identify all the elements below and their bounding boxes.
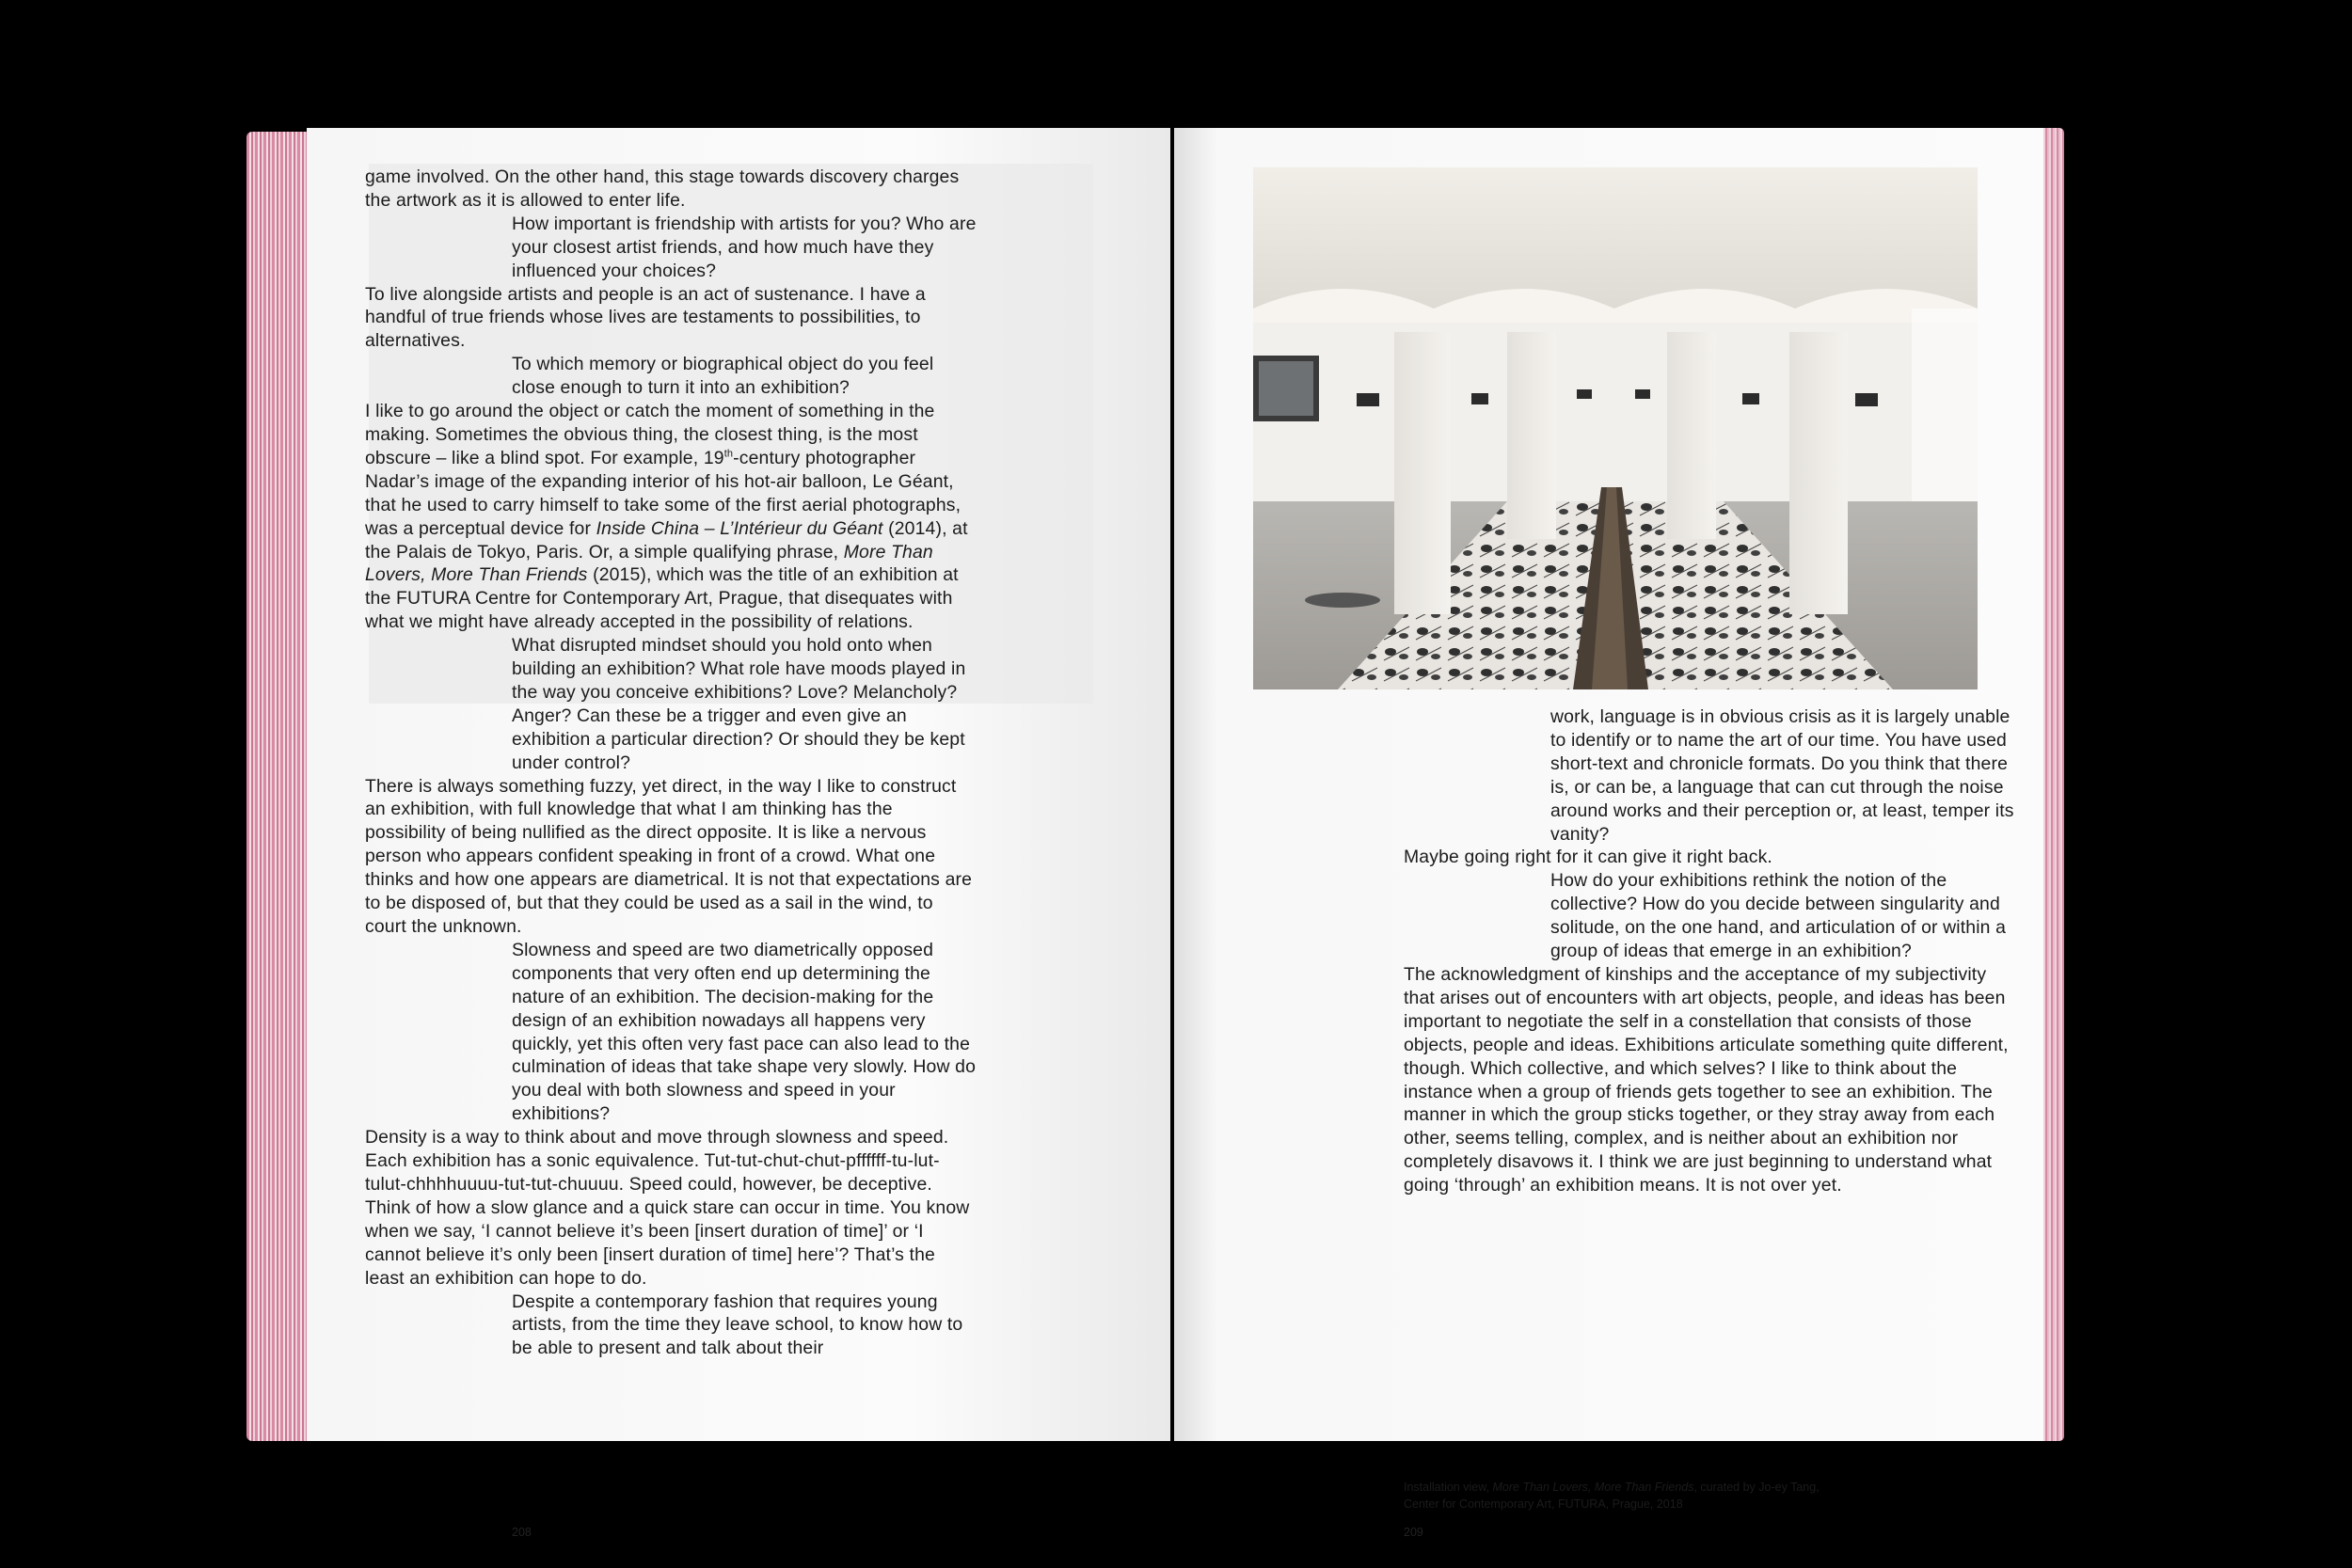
interview-answer: I like to go around the object or catch the moment of something in the making. Sometimes the obvious thing, the closest thing, is the most obscure – like a blind spot. For example, 19th-century photographer Nadar’s image of the expanding interior of his hot-air balloon, Le Géant, that he used to carry himself to take some of the first aerial photographs, was a perceptual device for Inside China – L’Intérieur du Géant (2014), at the Palais de Tokyo, Paris. Or, a simple qualifying phrase, More Than Lovers, More Than Friends (2015), which was the title of an exhibition at the FUTURA Centre for Contemporary Art, Prague, that disequates with what we might have already accepted in the possibility of relations. xyxy=(365,401,968,633)
interview-question: Despite a contemporary fashion that requires young artists, from the time they leave school, to know how to be able to present and talk about their xyxy=(512,1291,963,1359)
left-page-text xyxy=(365,166,977,1360)
interview-question: How do your exhibitions rethink the notion of the collective? How do you decide between singularity and solitude, on the one hand, and articulation of or within a group of ideas that emerge in an exhibition? xyxy=(1550,870,2007,962)
photo-caption xyxy=(1404,1479,1893,1513)
interview-question: To which memory or biographical object do you feel close enough to turn it into an exhibition? xyxy=(512,354,934,399)
interview-answer: Density is a way to think about and move through slowness and speed. Each exhibition has a sonic equivalence. Tut-tut-chut-chut-pffffff-tu-lut-tulut-chhhhuuuu-tut-tut-chuuuu. Speed could, however, be deceptive. Think of how a slow glance and a quick stare can occur in time. You know when we say, ‘I cannot believe it’s been [insert duration of time]’ or ‘I cannot believe it’s only been [insert duration of time] here’? That’s the least an exhibition can hope to do. xyxy=(365,1127,970,1289)
caption-suffix: , curated by Jo-ey Tang, xyxy=(1693,1481,1820,1494)
page-number-left: 208 xyxy=(512,1526,532,1539)
interview-question: work, language is in obvious crisis as it is largely unable to identify or to name the art of our time. You have used short-text and chronicle formats. Do you think that there is, or can be, a language that can cut through the noise around works and their perception or, at least, temper its vanity? xyxy=(1550,706,2014,845)
caption-title: More Than Lovers, More Than Friends xyxy=(1492,1481,1694,1494)
installation-photo xyxy=(1253,167,1978,689)
caption-prefix: Installation view, xyxy=(1404,1481,1493,1494)
interview-question: What disrupted mindset should you hold onto when building an exhibition? What role have moods played in the way you conceive exhibitions? Love? Melancholy? Anger? Can these be a trigger and even give an exhibition a particular direction? Or should they be kept under control? xyxy=(512,635,966,773)
interview-answer: The acknowledgment of kinships and the acceptance of my subjectivity that arises out of encounters with art objects, people, and ideas has been important to negotiate the self in a constellation that consists of those objects, people and ideas. Exhibitions articulate something quite different, though. Which collective, and which selves? I like to think about the instance when a group of friends gets together to see an exhibition. The manner in which the group sticks together, or they stray away from each other, seems telling, complex, and is neither about an exhibition nor completely disavows it. I think we are just beginning to understand what going ‘through’ an exhibition means. It is not over yet. xyxy=(1404,963,2009,1196)
page-edge-right xyxy=(2043,128,2064,1441)
interview-question: How important is friendship with artists for you? Who are your closest artist friends, and how much have they influenced your choices? xyxy=(512,213,977,281)
page-number-right: 209 xyxy=(1404,1526,1423,1539)
right-page xyxy=(1174,128,2045,1539)
left-page xyxy=(307,128,1170,1539)
page-edge-left xyxy=(246,132,307,1441)
right-page-text xyxy=(1404,705,2015,1197)
installation-view-image xyxy=(1253,167,1978,689)
interview-question: Slowness and speed are two diametrically opposed components that very often end up determining the nature of an exhibition. The decision-making for the design of an exhibition nowadays all happens very quickly, yet this often very fast pace can also lead to the culmination of ideas that take shape very slowly. How do you deal with both slowness and speed in your exhibitions? xyxy=(512,939,977,1125)
interview-answer: There is always something fuzzy, yet direct, in the way I like to construct an exhibition, with full knowledge that what I am thinking has the possibility of being nullified as the direct opposite. It is like a nervous person who appears confident speaking in front of a crowd. What one thinks and how one appears are diametrical. It is not that expectations are to be disposed of, but that they could be used as a sail in the wind, to court the unknown. xyxy=(365,775,973,937)
interview-answer: game involved. On the other hand, this stage towards discovery charges the artwork as it is allowed to enter life. xyxy=(365,166,960,211)
interview-answer: To live alongside artists and people is an act of sustenance. I have a handful of true friends whose lives are testaments to possibilities, to alternatives. xyxy=(365,283,926,352)
interview-answer: Maybe going right for it can give it right back. xyxy=(1404,847,1772,868)
caption-line-2: Center for Contemporary Art, FUTURA, Prague, 2018 xyxy=(1404,1497,1683,1511)
